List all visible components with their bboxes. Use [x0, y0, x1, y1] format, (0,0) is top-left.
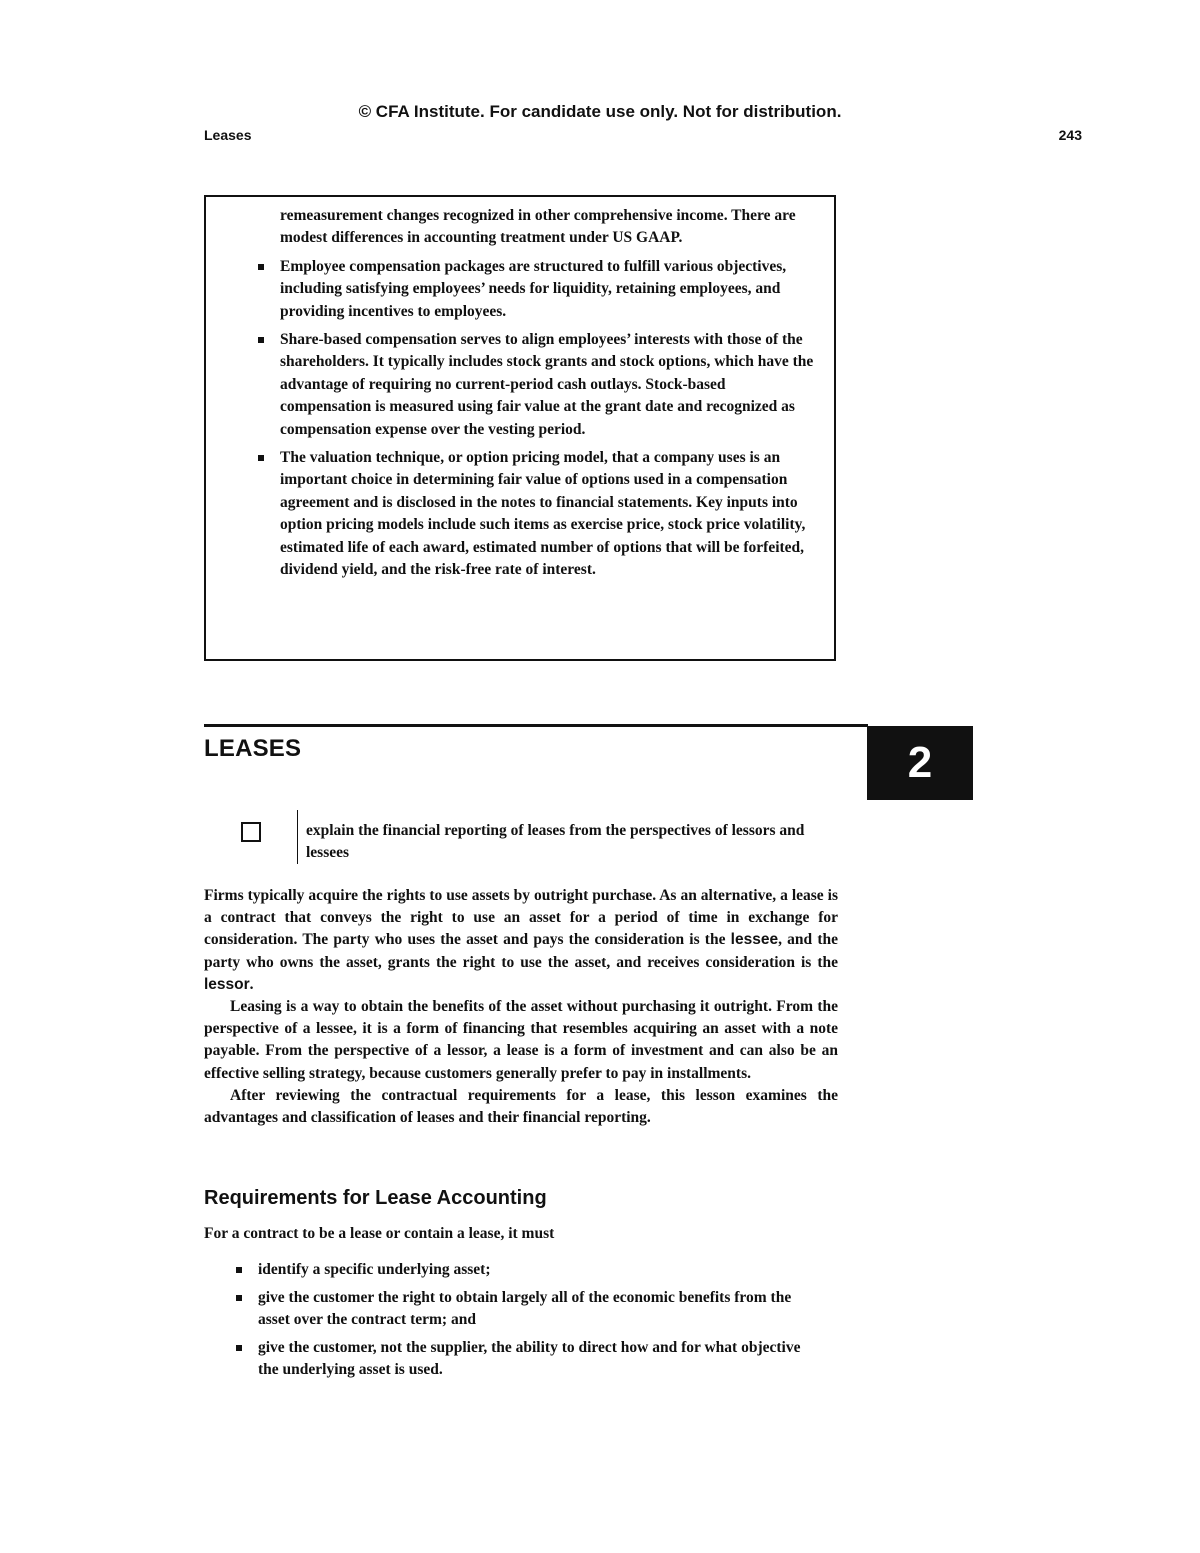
- learning-outcome-divider: [297, 810, 298, 864]
- bullet-marker: [236, 1295, 242, 1301]
- requirement-item: [258, 1287, 818, 1331]
- requirement-text: give the customer, not the supplier, the ability to direct how and for what objective the underlying asset is used.: [258, 1339, 801, 1378]
- bullet-marker: [236, 1267, 242, 1273]
- requirement-item: [258, 1337, 818, 1381]
- requirements-list: [258, 1259, 818, 1387]
- summary-bullet-item: [280, 329, 820, 441]
- summary-continuation: remeasurement changes recognized in other comprehensive income. There are modest differences in accounting treatment under US GAAP.: [280, 207, 796, 247]
- summary-bullet-item: [280, 256, 820, 323]
- paragraph-text: Firms typically acquire the rights to use assets by outright purchase. As an alternative, a lease is a contract that conveys the right to use an asset for a period of time in exchange for consideration. The party who uses the asset and pays the consideration is the: [204, 887, 838, 949]
- section-number: 2: [907, 738, 933, 787]
- summary-bullet-text: Share-based compensation serves to align employees’ interests with those of the shareholders. It typically includes stock grants and stock options, which have the advantage of requiring no current-period cash outlays. Stock-based compensation is measured using fair value at the grant date and recognized as compensation expense over the vesting period.: [280, 331, 814, 438]
- body-text: [204, 885, 838, 1129]
- bullet-marker: [258, 264, 264, 270]
- learning-outcome-text: explain the financial reporting of leases from the perspectives of lessors and lessees: [306, 822, 805, 861]
- running-title: Leases: [204, 127, 252, 143]
- summary-bullet-list: [280, 256, 820, 582]
- requirement-item: [258, 1259, 818, 1281]
- requirements-lead-in: For a contract to be a lease or contain a lease, it must: [204, 1225, 555, 1242]
- summary-box: [204, 195, 836, 661]
- section-number-badge: [867, 726, 973, 800]
- bullet-marker: [236, 1345, 242, 1351]
- summary-bullet-text: The valuation technique, or option pricing model, that a company uses is an important choice in determining fair value of options used in a compensation agreement and is disclosed in the notes to financial statements. Key inputs into option pricing models include such items as exercise price, stock price volatility, estimated life of each award, estimated number of options that will be forfeited, dividend yield, and the risk-free rate of interest.: [280, 449, 806, 579]
- requirement-text: identify a specific underlying asset;: [258, 1261, 491, 1278]
- defined-term-lessee: lessee: [730, 931, 779, 949]
- summary-bullet-text: Employee compensation packages are structured to fulfill various objectives, including satisfying employees’ needs for liquidity, retaining employees, and providing incentives to employees.: [280, 257, 787, 320]
- body-paragraph: After reviewing the contractual requirements for a lease, this lesson examines the advantages and classification of leases and their financial reporting.: [204, 1086, 838, 1127]
- section-divider: [204, 724, 868, 727]
- bullet-marker: [258, 455, 264, 461]
- paragraph-text: , and the party who owns the asset, grants the right to use the asset, and receives consideration is the: [204, 931, 838, 971]
- subsection-heading: Requirements for Lease Accounting: [204, 1187, 547, 1209]
- page-number: 243: [1058, 127, 1082, 143]
- body-paragraph: [204, 885, 838, 996]
- learning-outcome-checkbox[interactable]: [241, 822, 261, 842]
- bullet-marker: [258, 337, 264, 343]
- defined-term-lessor: lessor: [204, 975, 250, 993]
- body-paragraph: Leasing is a way to obtain the benefits of the asset without purchasing it outright. From the perspective of a lessee, it is a form of financing that resembles acquiring an asset with a note payable. From the perspective of a lessor, a lease is a form of investment and can also be an effective selling strategy, because customers generally prefer to pay in installments.: [204, 998, 838, 1082]
- paragraph-text: .: [249, 975, 254, 993]
- summary-bullet-item: [280, 447, 820, 581]
- copyright-notice: © CFA Institute. For candidate use only. Not for distribution.: [358, 102, 842, 121]
- section-heading: LEASES: [204, 735, 302, 762]
- requirement-text: give the customer the right to obtain largely all of the economic benefits from the asset over the contract term; and: [258, 1289, 792, 1328]
